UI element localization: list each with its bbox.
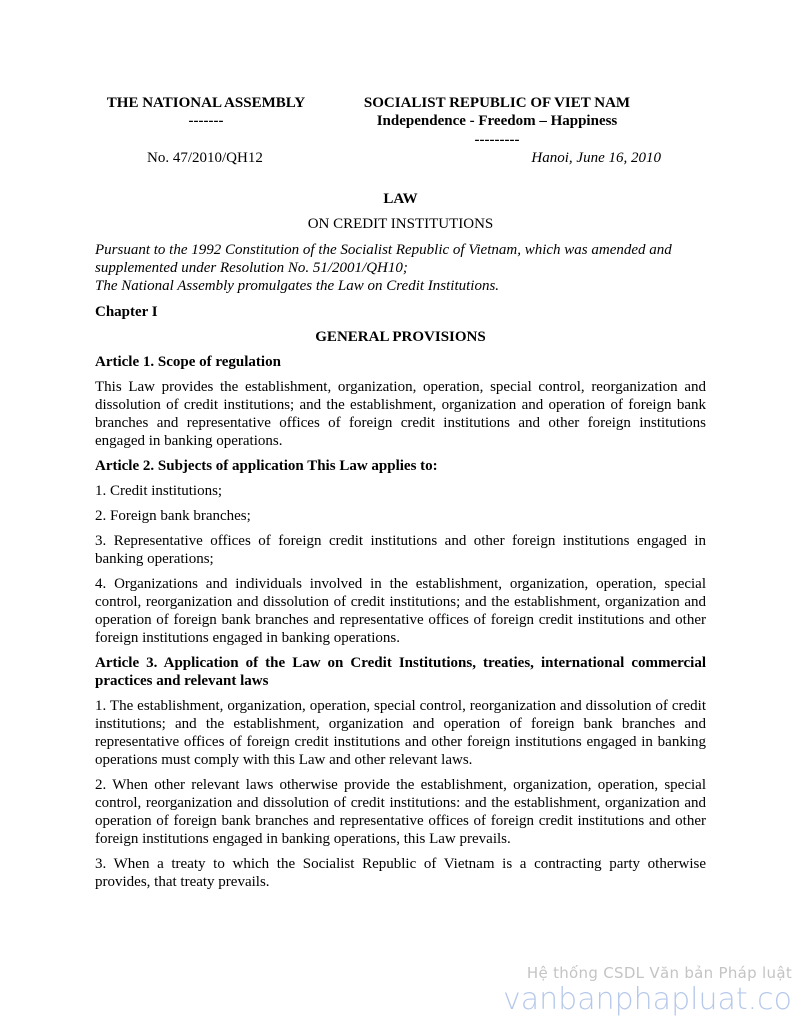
- country-name: SOCIALIST REPUBLIC OF VIET NAM: [363, 95, 631, 111]
- article-paragraph: 1. Credit institutions;: [95, 483, 223, 499]
- motto-separator: ---------: [474, 132, 520, 148]
- document-subject-title: ON CREDIT INSTITUTIONS: [307, 216, 494, 232]
- article-paragraph: 4. Organizations and individuals involved in the establishment, organization, operation, special control, reorganization and dissolution of credit institutions; and the establishment, organization and operation of foreign bank branches and representative offices of foreign credit institutions and other foreign institutions engaged in banking operations.: [95, 576, 706, 646]
- document-type-title: LAW: [383, 191, 418, 207]
- watermark-site: vanbanphapluat.co: [503, 982, 792, 1017]
- national-motto: Independence - Freedom – Happiness: [376, 113, 618, 129]
- chapter-number: Chapter I: [95, 304, 158, 320]
- article-1: [95, 353, 706, 450]
- article-paragraph: This Law provides the establishment, organization, operation, special control, reorganization and dissolution of credit institutions; and the establishment, organization and operation of foreign bank branches and representative offices of foreign credit institutions and other foreign institutions engaged in banking operations.: [95, 379, 706, 449]
- article-paragraph: 2. Foreign bank branches;: [95, 508, 251, 524]
- watermark: [503, 964, 792, 1017]
- preamble-line: The National Assembly promulgates the Law on Credit Institutions.: [95, 278, 500, 294]
- document-page: [95, 94, 706, 891]
- national-block: [353, 94, 641, 149]
- preamble-line: Pursuant to the 1992 Constitution of the Socialist Republic of Vietnam, which was amended and supplemented under Resolution No. 51/2001/QH10;: [95, 242, 672, 276]
- article-heading: Article 3. Application of the Law on Credit Institutions, treaties, international commercial practices and relevant laws: [95, 655, 706, 689]
- issuer-name: THE NATIONAL ASSEMBLY: [106, 95, 306, 111]
- preamble: [95, 241, 706, 295]
- watermark-caption: Hệ thống CSDL Văn bản Pháp luật: [526, 964, 792, 982]
- article-2: [95, 457, 706, 647]
- document-number: No. 47/2010/QH12: [147, 150, 263, 166]
- article-3: [95, 654, 706, 891]
- article-heading: Article 1. Scope of regulation: [95, 354, 281, 370]
- article-paragraph: 1. The establishment, organization, operation, special control, reorganization and dissolution of credit institutions; and the establishment, organization and operation of foreign bank branches and representative offices of foreign credit institutions and other foreign institutions engaged in banking operations must comply with this Law and other relevant laws.: [95, 698, 706, 768]
- document-header: [95, 94, 706, 172]
- issuer-block: [95, 94, 317, 130]
- chapter-title: GENERAL PROVISIONS: [315, 329, 486, 345]
- article-heading: Article 2. Subjects of application This Law applies to:: [95, 458, 438, 474]
- article-paragraph: 2. When other relevant laws otherwise provide the establishment, organization, operation, special control, reorganization and dissolution of credit institutions: and the establishment, organization and operation of foreign bank branches and representative offices of foreign credit institutions and other foreign institutions engaged in banking operations, this Law prevails.: [95, 777, 706, 847]
- article-paragraph: 3. When a treaty to which the Socialist Republic of Vietnam is a contracting party otherwise provides, that treaty prevails.: [95, 856, 706, 890]
- article-paragraph: 3. Representative offices of foreign credit institutions and other foreign institutions engaged in banking operations;: [95, 533, 706, 567]
- issuer-separator: -------: [188, 113, 224, 129]
- document-date: Hanoi, June 16, 2010: [531, 150, 661, 166]
